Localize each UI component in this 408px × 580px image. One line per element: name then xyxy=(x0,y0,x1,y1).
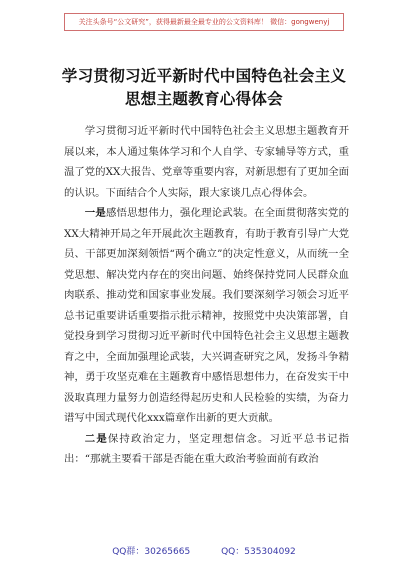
section-2-paragraph xyxy=(64,429,349,470)
section-1-paragraph xyxy=(64,203,349,429)
document-title-line-2: 思想主题教育心得体会 xyxy=(124,90,283,108)
intro-paragraph: 学习贯彻习近平新时代中国特色社会主义思想主题教育开展以来，本人通过集体学习和个人自学、专家辅导等方式，重温了党的XX大报告、党章等重要内容，对新思想有了更加全面的认识。下面结合个人实际，跟大家谈几点心得体会。 xyxy=(64,125,349,199)
footer-qq: QQ：535304092 xyxy=(221,547,296,557)
page-footer xyxy=(0,544,408,557)
section-2-lead: 二是 xyxy=(84,432,108,445)
section-1-lead: 一是 xyxy=(84,207,106,219)
section-2-text: 保持政治定力，坚定理想信念。习近平总书记指出：“那就主要看干部是否能在重大政治考验面前有政治 xyxy=(64,432,350,465)
document-body xyxy=(64,121,349,470)
section-1-text: 感悟思想伟力，强化理论武装。在全面贯彻落实党的XX大精神开局之年开展此次主题教育，有助于教育引导广大党员、干部更加深刻领悟“两个确立”的决定性意义，从而统一全党思想、解决党内存在的突出问题、始终保持党同人民群众血肉联系、推动党和国家事业发展。我们要深刻学习领会习近平总书记重要讲话重要指示批示精神，按照党中央决策部署，自觉投身到学习贯彻习近平新时代中国特色社会主义思想主题教育之中，全面加强理论武装，大兴调查研究之风，发扬斗争精神，勇于攻坚克难在主题教育中感悟思想伟力，在奋发实干中汲取真理力量努力创造经得起历史和人民检验的实绩，为奋力谱写中国式现代化xxx篇章作出新的更大贡献。 xyxy=(64,207,350,424)
footer-qq-group: QQ群：30265665 xyxy=(112,547,191,557)
document-title-line-1: 学习贯彻习近平新时代中国特色社会主义 xyxy=(61,67,347,85)
promo-banner: 关注头条号“公文研究”，获得最新最全最专业的公文资料库！ 微信：gongwenyj xyxy=(64,13,344,31)
